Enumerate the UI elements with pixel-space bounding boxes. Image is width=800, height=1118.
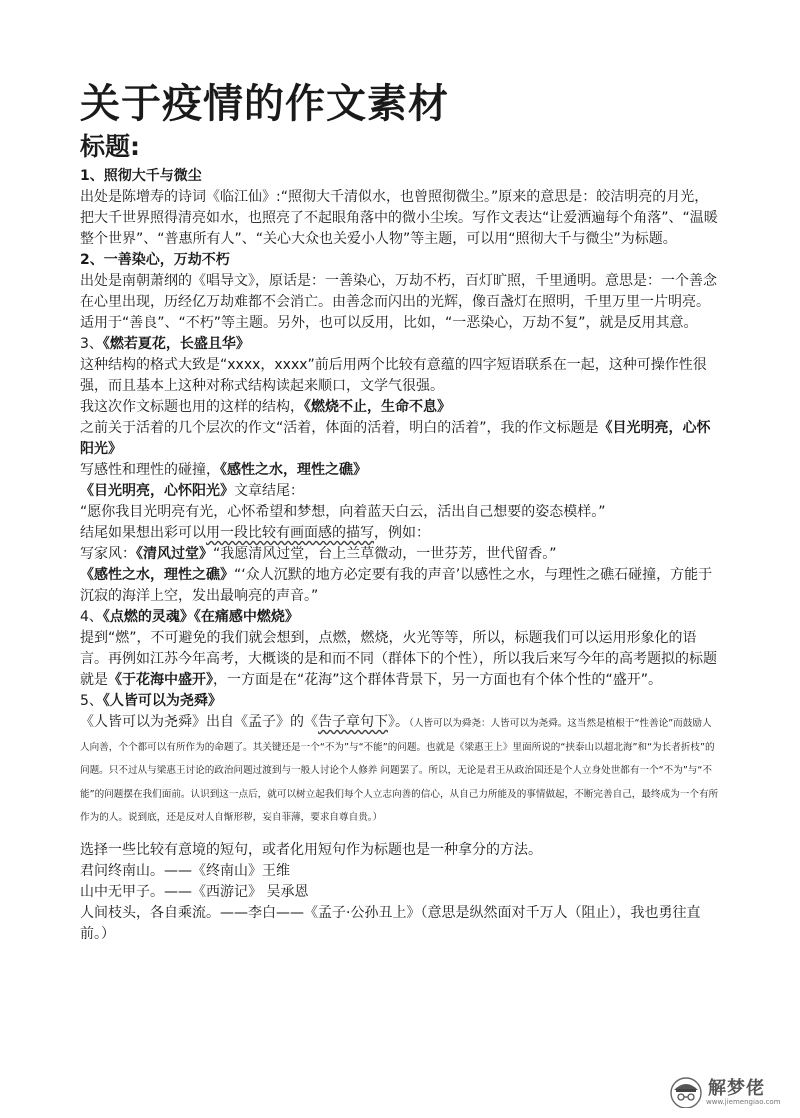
paragraph-2: 出处是南朝萧纲的《唱导文》，原话是：一善染心，万劫不朽，百灯旷照，千里通明。意思是：一个善念在心里出现，历经亿万劫难都不会消亡。由善念而闪出的光辉，像百盏灯在照明，千里万里一片明亮。适用于“善良”、“不朽”等主题。另外，也可以反用，比如，“一恶染心，万劫不复”，就是反用其意。: [80, 273, 717, 331]
line-3-4: [80, 460, 720, 481]
watermark-text: 解梦佬: [708, 1078, 765, 1099]
quote-line-1: 君问终南山。——《终南山》王维: [80, 862, 290, 879]
paragraph-5-lead-underlined: 告子章句下: [318, 714, 388, 730]
paragraph-4-b: ，一方面是在“花海”这个群体背景下，另一方面也有个体个性的“盛开”。: [213, 672, 663, 688]
heading-4-number: 4、: [80, 609, 103, 625]
line-3-8-text: 写家风：: [80, 546, 136, 562]
watermark-url: www.jiemengiao.com: [706, 1098, 781, 1106]
line-3-8: [80, 544, 720, 565]
paragraph-1: 出处是陈增寿的诗词《临江仙》:“照彻大千清似水，也曾照彻微尘。”原来的意思是：皎洁明亮的月光，把大千世界照得清亮如水，也照亮了不起眼角落中的微小尘埃。写作文表达“让爱洒遍每个角落”、“温暖整个世界”、“普惠所有人”、“关心大众也关爱小人物”等主题，可以用“照彻大千与微尘”为标题。: [80, 189, 718, 247]
line-3-7-a: 结尾如果想出彩可以: [80, 525, 206, 541]
line-3-2-text: 我这次作文标题也用的这样的结构，: [80, 399, 304, 415]
quote-line-2: 山中无甲子。——《西游记》 吴承恩: [80, 883, 309, 900]
paragraph-3: 这种结构的格式大致是“xxxx，xxxx”前后用两个比较有意蕴的四字短语联系在一起，这种可操作性很强，而且基本上这种对称式结构读起来顺口，文学气很强。: [80, 357, 707, 394]
section-label: 标题:: [80, 132, 140, 161]
line-3-6: “愿你我目光明亮有光，心怀希望和梦想，向着蓝天白云，活出自己想要的姿态模样。”: [80, 504, 606, 520]
line-3-5-bold: 《目光明亮，心怀阳光》: [80, 483, 234, 499]
line-3-5: [80, 481, 720, 502]
heading-3-title: 《燃若夏花，长盛且华》: [102, 336, 250, 352]
line-3-5-text: 文章结尾：: [234, 483, 304, 499]
page-title: 关于疫情的作文素材: [80, 81, 449, 127]
paragraph-5-lead-a: 《人皆可以为尧舜》出自《孟子》的《: [80, 714, 318, 730]
line-3-4-bold: 《感性之水，理性之礁》: [220, 462, 367, 478]
line-3-2-bold: 《燃烧不止，生命不息》: [304, 399, 451, 415]
line-3-9-rest: “‘众人沉默的地方必定要有我的声音’以感性之水，与理性之礁石碰撞，方能于沉寂的海洋上空，发出最响亮的声音。”: [80, 567, 713, 604]
heading-3: [80, 334, 720, 355]
line-3-3-bold: 《目光明亮，心怀阳光》: [80, 420, 711, 457]
line-3-7-b: ，例如：: [374, 525, 430, 541]
line-3-7: [80, 523, 720, 544]
site-watermark: [668, 1072, 788, 1112]
line-3-3: [80, 418, 720, 460]
line-3-9: [80, 565, 720, 607]
spacer: [80, 830, 720, 840]
paragraph-5-lead-b: 》。: [388, 714, 409, 730]
article-body: [80, 166, 720, 945]
annotation-note: （人皆可以为舜尧：人皆可以为尧舜。这当然是植根于“性善论”而鼓励人人向善，个个都可以有所作为的命题了。其关键还是一个“不为”与“不能”的问题。也就是《梁惠王上》里面所说的“挟泰山以超北海”和“为长者折枝”的问题。只不过从与梁惠王讨论的政治问题过渡到与一般人讨论个人修养 问题罢了。所以，无论是君王从政治国还是个人立身处世都有一个“不为”与“不能”的问题摆在我们面前。认识到这一点后，就可以树立起我们每个人立志向善的信心，从自己力所能及的事情做起，不断完善自己，最终成为一个有所作为的人。说到底，还是反对人自惭形秽，妄自菲薄，要求自尊自贵。）: [80, 718, 719, 823]
heading-1: 1、照彻大千与微尘: [80, 168, 202, 184]
paragraph-4: [80, 628, 720, 691]
heading-5-number: 5、: [80, 693, 103, 709]
line-3-4-text: 写感性和理性的碰撞，: [80, 462, 220, 478]
paragraph-5-lead: [80, 712, 720, 830]
line-3-2: [80, 397, 720, 418]
paragraph-5-1: 选择一些比较有意境的短句，或者化用短句作为标题也是一种拿分的方法。: [80, 841, 542, 858]
detective-hat-icon: [668, 1074, 704, 1108]
heading-4-title: 《点燃的灵魂》《在痛感中燃烧》: [102, 609, 299, 625]
heading-2: 2、一善染心，万劫不朽: [80, 252, 230, 268]
heading-5-title: 《人皆可以为尧舜》: [102, 693, 222, 709]
heading-3-number: 3、: [80, 336, 103, 352]
line-3-8-rest: “我愿清风过堂，台上兰草微动，一世芬芳，世代留香。”: [213, 546, 557, 562]
heading-5: [80, 691, 720, 712]
line-3-9-bold: 《感性之水，理性之礁》: [80, 567, 234, 583]
paragraph-4-bold: 《于花海中盛开》: [108, 672, 213, 688]
line-3-8-bold: 《清风过堂》: [136, 546, 213, 562]
paragraph-4-a: 提到“燃”，不可避免的我们就会想到，点燃，燃烧，火光等等，所以，标题我们可以运用形象化的语言。再例如江苏今年高考，大概谈的是和而不同（群体下的个性），所以我后来写今年的高考题拟的标题就是: [80, 630, 717, 688]
line-3-7-underlined: 用一段比较有画面感的描写: [206, 525, 374, 541]
heading-4: [80, 607, 720, 628]
line-3-3-text: 之前关于活着的几个层次的作文“活着，体面的活着，明白的活着”，我的作文标题是: [80, 420, 599, 436]
quote-line-3: 人间枝头，各自乘流。——李白——《孟子·公孙丑上》（意思是纵然面对千万人（阻止），我也勇往直前。）: [80, 904, 701, 942]
